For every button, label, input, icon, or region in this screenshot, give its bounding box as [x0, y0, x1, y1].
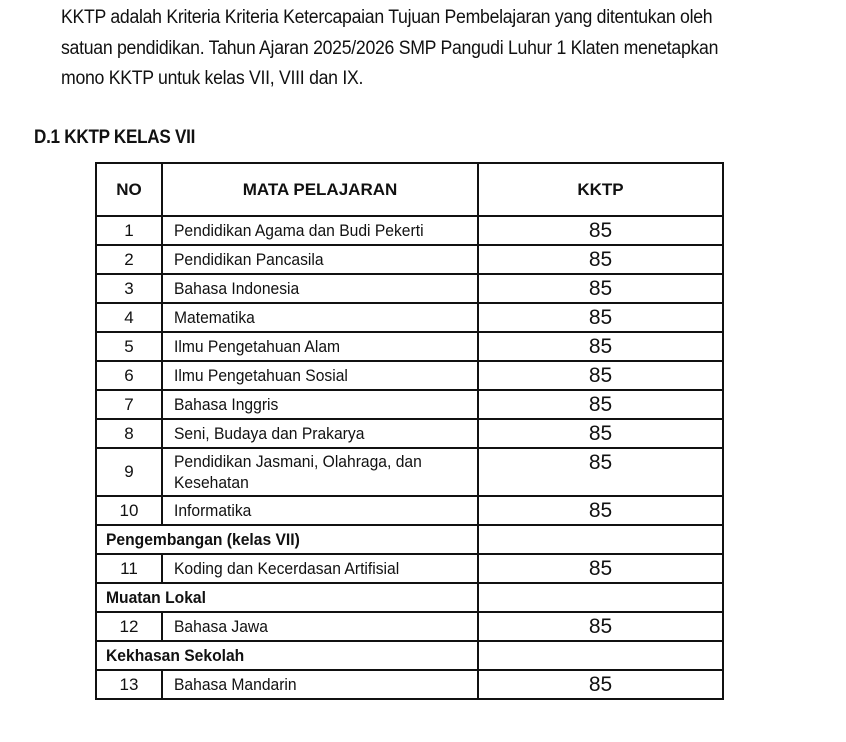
table-row [96, 612, 723, 641]
row-kktp-value: 85 [478, 419, 723, 448]
table-header-row [96, 163, 723, 216]
table-row [96, 448, 723, 496]
row-subject: Bahasa Jawa [162, 612, 478, 641]
row-kktp-value: 85 [478, 670, 723, 699]
header-subject: MATA PELAJARAN [162, 163, 478, 216]
intro-line: mono KKTP untuk kelas VII, VIII dan IX. [61, 68, 364, 89]
row-kktp-value: 85 [478, 361, 723, 390]
row-no: 10 [96, 496, 162, 525]
table-row [96, 332, 723, 361]
row-kktp-value: 85 [478, 496, 723, 525]
table-row [96, 390, 723, 419]
row-subject: Ilmu Pengetahuan Sosial [162, 361, 478, 390]
section-title: Muatan Lokal [96, 583, 478, 612]
row-no: 2 [96, 245, 162, 274]
section-empty-cell [478, 641, 723, 670]
row-subject: Ilmu Pengetahuan Alam [162, 332, 478, 361]
row-kktp-value: 85 [478, 303, 723, 332]
row-no: 9 [96, 448, 162, 496]
table-row [96, 245, 723, 274]
row-no: 11 [96, 554, 162, 583]
row-subject: Seni, Budaya dan Prakarya [162, 419, 478, 448]
row-kktp-value: 85 [478, 612, 723, 641]
table-row [96, 554, 723, 583]
row-subject: Pendidikan Pancasila [162, 245, 478, 274]
row-subject: Pendidikan Jasmani, Olahraga, dan Kesehatan [162, 448, 478, 496]
row-kktp-value: 85 [478, 274, 723, 303]
table-row [96, 274, 723, 303]
header-kktp: KKTP [478, 163, 723, 216]
row-no: 7 [96, 390, 162, 419]
row-no: 8 [96, 419, 162, 448]
row-no: 4 [96, 303, 162, 332]
row-no: 1 [96, 216, 162, 245]
section-title: Pengembangan (kelas VII) [96, 525, 478, 554]
row-subject: Matematika [162, 303, 478, 332]
section-heading: D.1 KKTP KELAS VII [34, 127, 196, 148]
row-kktp-value: 85 [478, 216, 723, 245]
row-no: 5 [96, 332, 162, 361]
section-row [96, 641, 723, 670]
section-row [96, 525, 723, 554]
row-subject: Bahasa Inggris [162, 390, 478, 419]
table-row [96, 419, 723, 448]
row-subject: Bahasa Indonesia [162, 274, 478, 303]
row-subject: Koding dan Kecerdasan Artifisial [162, 554, 478, 583]
intro-line: KKTP adalah Kriteria Kriteria Ketercapaian Tujuan Pembelajaran yang ditentukan oleh [61, 7, 713, 28]
row-subject: Informatika [162, 496, 478, 525]
section-empty-cell [478, 583, 723, 612]
row-no: 6 [96, 361, 162, 390]
row-kktp-value: 85 [478, 245, 723, 274]
section-title: Kekhasan Sekolah [96, 641, 478, 670]
table-row [96, 303, 723, 332]
table-row [96, 670, 723, 699]
kktp-table [95, 162, 724, 700]
row-kktp-value: 85 [478, 390, 723, 419]
section-row [96, 583, 723, 612]
row-kktp-value: 85 [478, 332, 723, 361]
row-subject: Pendidikan Agama dan Budi Pekerti [162, 216, 478, 245]
row-no: 13 [96, 670, 162, 699]
row-no: 3 [96, 274, 162, 303]
section-empty-cell [478, 525, 723, 554]
table-row [96, 496, 723, 525]
intro-paragraph [61, 3, 777, 95]
table-row [96, 361, 723, 390]
header-no: NO [96, 163, 162, 216]
table-row [96, 216, 723, 245]
row-subject: Bahasa Mandarin [162, 670, 478, 699]
row-kktp-value: 85 [478, 554, 723, 583]
row-kktp-value: 85 [478, 448, 723, 496]
intro-line: satuan pendidikan. Tahun Ajaran 2025/2026 SMP Pangudi Luhur 1 Klaten menetapkan [61, 37, 719, 59]
row-no: 12 [96, 612, 162, 641]
